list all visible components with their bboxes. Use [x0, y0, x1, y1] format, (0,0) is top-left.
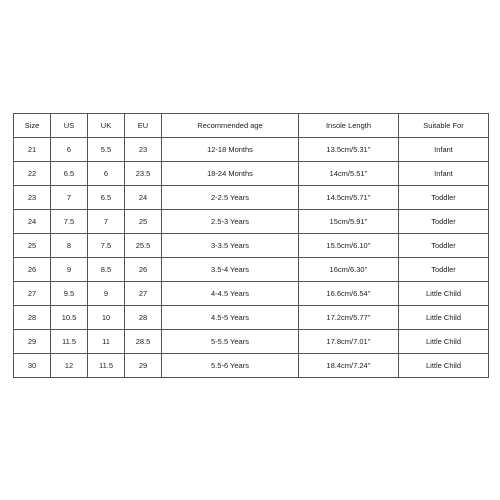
table-row: [14, 138, 489, 162]
cell-us: 7.5: [51, 210, 88, 234]
column-header-us: US: [51, 114, 88, 138]
cell-eu: 26: [125, 258, 162, 282]
cell-uk: 10: [88, 306, 125, 330]
cell-insole-length: 13.5cm/5.31'': [299, 138, 399, 162]
cell-insole-length: 15cm/5.91'': [299, 210, 399, 234]
cell-us: 8: [51, 234, 88, 258]
cell-size: 27: [14, 282, 51, 306]
cell-uk: 6: [88, 162, 125, 186]
table-row: [14, 282, 489, 306]
table-row: [14, 330, 489, 354]
cell-recommended-age: 2-2.5 Years: [162, 186, 299, 210]
table-row: [14, 186, 489, 210]
cell-suitable-for: Toddler: [399, 210, 489, 234]
cell-uk: 9: [88, 282, 125, 306]
cell-us: 6: [51, 138, 88, 162]
cell-size: 24: [14, 210, 51, 234]
cell-uk: 6.5: [88, 186, 125, 210]
cell-eu: 23.5: [125, 162, 162, 186]
cell-suitable-for: Little Child: [399, 282, 489, 306]
cell-recommended-age: 3.5-4 Years: [162, 258, 299, 282]
cell-recommended-age: 5.5-6 Years: [162, 354, 299, 378]
table-row: [14, 210, 489, 234]
cell-eu: 24: [125, 186, 162, 210]
column-header-insole-length: Insole Length: [299, 114, 399, 138]
cell-us: 10.5: [51, 306, 88, 330]
cell-size: 23: [14, 186, 51, 210]
cell-recommended-age: 18-24 Months: [162, 162, 299, 186]
cell-insole-length: 17.2cm/5.77'': [299, 306, 399, 330]
cell-eu: 28: [125, 306, 162, 330]
cell-uk: 11: [88, 330, 125, 354]
cell-suitable-for: Toddler: [399, 186, 489, 210]
cell-size: 25: [14, 234, 51, 258]
column-header-recommended-age: Recommended age: [162, 114, 299, 138]
cell-recommended-age: 3-3.5 Years: [162, 234, 299, 258]
cell-suitable-for: Infant: [399, 162, 489, 186]
column-header-eu: EU: [125, 114, 162, 138]
table-row: [14, 234, 489, 258]
table-row: [14, 354, 489, 378]
cell-recommended-age: 4-4.5 Years: [162, 282, 299, 306]
cell-recommended-age: 4.5-5 Years: [162, 306, 299, 330]
cell-uk: 7: [88, 210, 125, 234]
cell-us: 7: [51, 186, 88, 210]
table-row: [14, 306, 489, 330]
cell-size: 29: [14, 330, 51, 354]
column-header-uk: UK: [88, 114, 125, 138]
cell-recommended-age: 12-18 Months: [162, 138, 299, 162]
column-header-size: Size: [14, 114, 51, 138]
cell-size: 21: [14, 138, 51, 162]
cell-us: 9: [51, 258, 88, 282]
cell-size: 22: [14, 162, 51, 186]
table-row: [14, 162, 489, 186]
cell-recommended-age: 5-5.5 Years: [162, 330, 299, 354]
cell-us: 12: [51, 354, 88, 378]
cell-uk: 11.5: [88, 354, 125, 378]
table-header-row: [14, 114, 489, 138]
cell-suitable-for: Little Child: [399, 306, 489, 330]
cell-insole-length: 16cm/6.30'': [299, 258, 399, 282]
cell-size: 30: [14, 354, 51, 378]
cell-eu: 25: [125, 210, 162, 234]
cell-recommended-age: 2.5-3 Years: [162, 210, 299, 234]
column-header-suitable-for: Suitable For: [399, 114, 489, 138]
cell-eu: 23: [125, 138, 162, 162]
cell-eu: 29: [125, 354, 162, 378]
cell-suitable-for: Little Child: [399, 354, 489, 378]
cell-eu: 28.5: [125, 330, 162, 354]
cell-size: 26: [14, 258, 51, 282]
cell-size: 28: [14, 306, 51, 330]
cell-insole-length: 14cm/5.51'': [299, 162, 399, 186]
cell-insole-length: 14.5cm/5.71'': [299, 186, 399, 210]
cell-eu: 25.5: [125, 234, 162, 258]
cell-us: 9.5: [51, 282, 88, 306]
size-chart-table: [13, 113, 489, 378]
cell-eu: 27: [125, 282, 162, 306]
cell-suitable-for: Toddler: [399, 258, 489, 282]
cell-uk: 5.5: [88, 138, 125, 162]
cell-uk: 7.5: [88, 234, 125, 258]
cell-us: 11.5: [51, 330, 88, 354]
cell-us: 6.5: [51, 162, 88, 186]
cell-uk: 8.5: [88, 258, 125, 282]
cell-insole-length: 15.5cm/6.10'': [299, 234, 399, 258]
cell-suitable-for: Little Child: [399, 330, 489, 354]
cell-insole-length: 18.4cm/7.24'': [299, 354, 399, 378]
table-row: [14, 258, 489, 282]
cell-insole-length: 17.8cm/7.01'': [299, 330, 399, 354]
cell-suitable-for: Toddler: [399, 234, 489, 258]
cell-suitable-for: Infant: [399, 138, 489, 162]
cell-insole-length: 16.6cm/6.54'': [299, 282, 399, 306]
